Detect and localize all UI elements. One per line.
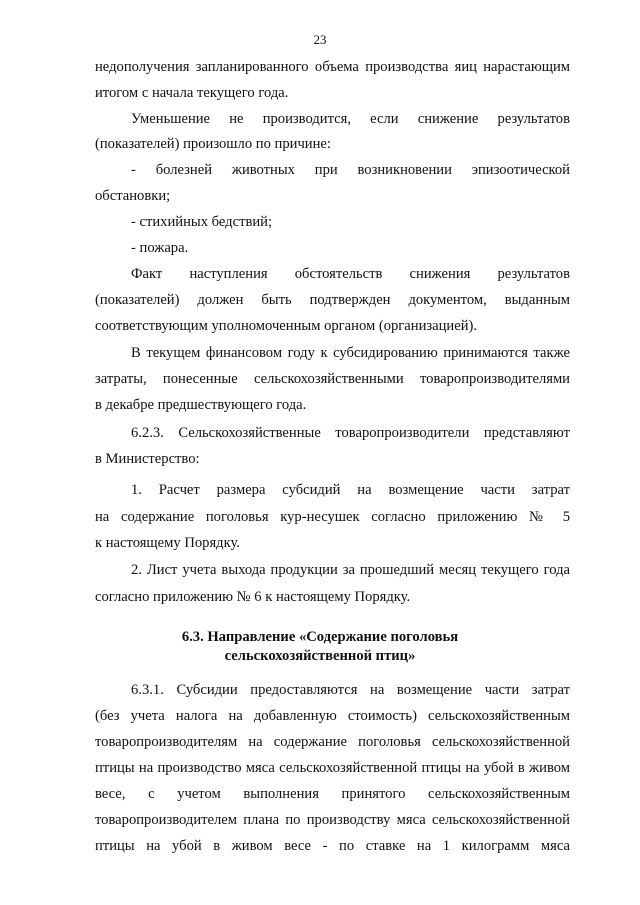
text-line: в декабре предшествующего года. [95,397,307,413]
text-line: (без учета налога на добавленную стоимость) сельскохозяйственным [95,708,570,724]
text-line: на содержание поголовья кур-несушек согласно приложению № 5 [95,509,570,525]
text-line: итогом с начала текущего года. [95,85,289,101]
text-line: птицы на убой в живом весе - по ставке на 1 килограмм мяса [95,838,570,854]
text-line: Факт наступления обстоятельств снижения результатов [131,266,570,282]
text-line: 6.2.3. Сельскохозяйственные товаропроизводители представляют [131,425,570,441]
text-line: весе, с учетом выполнения принятого сельскохозяйственным [95,786,570,802]
text-line: согласно приложению № 6 к настоящему Порядку. [95,589,411,605]
text-line: - стихийных бедствий; [131,214,273,230]
text-line: соответствующим уполномоченным органом (организацией). [95,318,478,334]
text-line: 2. Лист учета выхода продукции за прошедший месяц текущего года [131,562,570,578]
section-heading-line-2: сельскохозяйственной птиц» [224,648,416,664]
text-line: (показателей) произошло по причине: [95,136,331,152]
page-number: 23 [313,32,327,47]
text-line: Уменьшение не производится, если снижение результатов [131,111,570,127]
text-line: (показателей) должен быть подтвержден документом, выданным [95,292,570,308]
text-line: недополучения запланированного объема производства яиц нарастающим [95,59,570,75]
text-line: обстановки; [95,188,171,204]
text-line: птицы на производство мяса сельскохозяйственной птицы на убой в живом [95,760,570,776]
text-line: в Министерство: [95,451,200,467]
text-line: 1. Расчет размера субсидий на возмещение части затрат [131,482,570,498]
text-line: - болезней животных при возникновении эпизоотической [131,162,570,178]
text-line: - пожара. [131,240,189,256]
text-line: товаропроизводителем плана по производству мяса сельскохозяйственной [95,812,570,828]
text-line: затраты, понесенные сельскохозяйственными товаропроизводителями [95,371,570,387]
text-line: товаропроизводителям на содержание поголовья сельскохозяйственной [95,734,570,750]
text-line: к настоящему Порядку. [95,535,240,551]
text-line: 6.3.1. Субсидии предоставляются на возмещение части затрат [131,682,570,698]
section-heading-line-1: 6.3. Направление «Содержание поголовья [181,629,459,645]
text-line: В текущем финансовом году к субсидированию принимаются также [131,345,570,361]
